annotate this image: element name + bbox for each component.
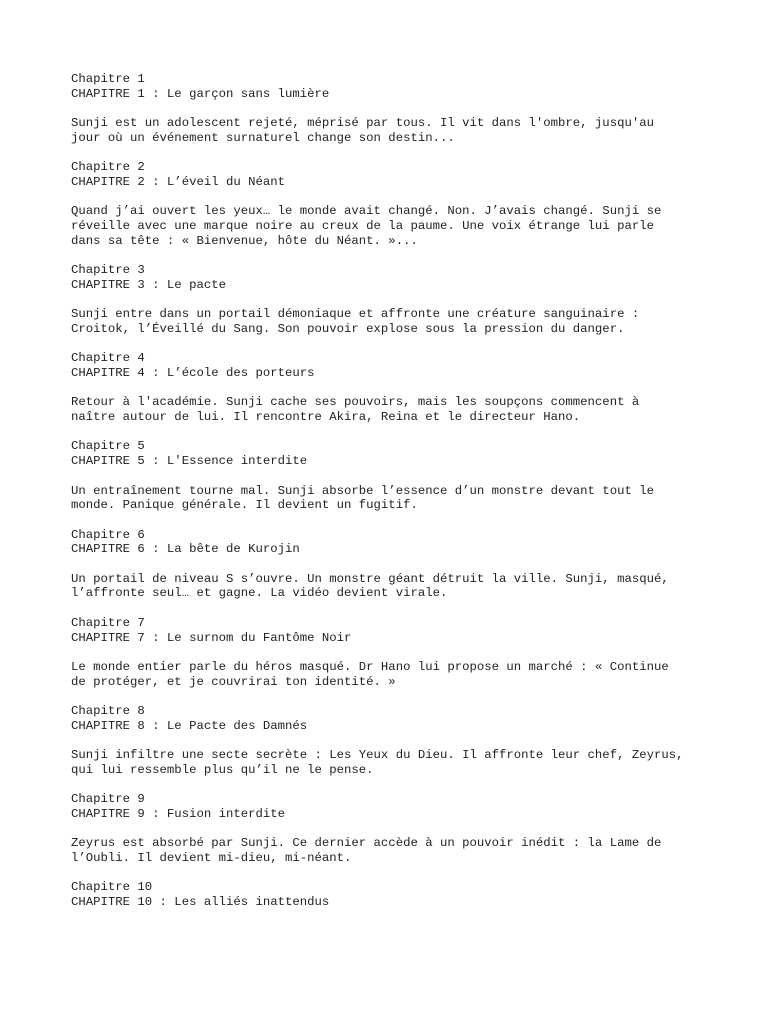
chapter-summary: Quand j’ai ouvert les yeux… le monde avait changé. Non. J’avais changé. Sunji se réveille avec une marque noire au creux de la paume. Une voix étrange lui parle dans sa tête : « Bienvenue, hôte du Néant. »... [71,204,662,248]
document-page [71,72,711,924]
chapter-title: CHAPITRE 6 : La bête de Kurojin [71,542,300,557]
chapter-8 [71,704,711,778]
chapter-label: Chapitre 8 [71,704,145,719]
chapter-title: CHAPITRE 2 : L’éveil du Néant [71,174,286,189]
chapter-label: Chapitre 3 [71,263,145,278]
chapter-summary: Le monde entier parle du héros masqué. Dr Hano lui propose un marché : « Continue de protéger, et je couvrirai ton identité. » [71,659,669,689]
chapter-3 [71,263,711,337]
chapter-title: CHAPITRE 4 : L’école des porteurs [71,365,315,380]
chapter-1 [71,72,711,146]
chapter-label: Chapitre 10 [71,880,153,895]
chapter-label: Chapitre 9 [71,792,145,807]
chapter-summary: Sunji est un adolescent rejeté, méprisé par tous. Il vit dans l'ombre, jusqu'au jour où un événement surnaturel change son destin... [71,116,654,145]
chapter-9 [71,792,711,866]
chapter-summary: Un entraînement tourne mal. Sunji absorbe l’essence d’un monstre devant tout le monde. Panique générale. Il devient un fugitif. [71,483,654,513]
chapter-label: Chapitre 4 [71,351,145,366]
chapter-title: CHAPITRE 1 : Le garçon sans lumière [71,86,330,101]
chapter-summary: Sunji entre dans un portail démoniaque et affronte une créature sanguinaire : Croitok, l’Éveillé du Sang. Son pouvoir explose sous la pression du danger. [71,307,640,336]
chapter-summary: Zeyrus est absorbé par Sunji. Ce dernier accède à un pouvoir inédit : la Lame de l’Oubli. Il devient mi-dieu, mi-néant. [71,836,662,865]
chapter-title: CHAPITRE 9 : Fusion interdite [71,806,286,821]
chapter-summary: Retour à l'académie. Sunji cache ses pouvoirs, mais les soupçons commencent à naître autour de lui. Il rencontre Akira, Reina et le directeur Hano. [71,395,640,425]
chapter-7 [71,616,711,690]
chapter-10 [71,880,711,909]
chapter-6 [71,528,711,602]
chapter-label: Chapitre 7 [71,615,145,630]
chapter-label: Chapitre 2 [71,160,145,175]
chapter-summary: Sunji infiltre une secte secrète : Les Yeux du Dieu. Il affronte leur chef, Zeyrus, qui lui ressemble plus qu’il ne le pense. [71,748,684,777]
chapter-2 [71,160,711,248]
chapter-title: CHAPITRE 3 : Le pacte [71,277,226,292]
chapter-label: Chapitre 5 [71,439,145,454]
chapter-title: CHAPITRE 8 : Le Pacte des Damnés [71,718,308,733]
chapter-title: CHAPITRE 7 : Le surnom du Fantôme Noir [71,630,352,645]
chapter-summary: Un portail de niveau S s’ouvre. Un monstre géant détruit la ville. Sunji, masqué, l’affronte seul… et gagne. La vidéo devient virale. [71,571,669,601]
chapter-5 [71,439,711,513]
chapter-title: CHAPITRE 5 : L'Essence interdite [71,454,308,469]
chapter-label: Chapitre 6 [71,527,145,542]
chapter-4 [71,351,711,425]
chapter-label: Chapitre 1 [71,72,145,86]
chapter-title: CHAPITRE 10 : Les alliés inattendus [71,895,330,910]
